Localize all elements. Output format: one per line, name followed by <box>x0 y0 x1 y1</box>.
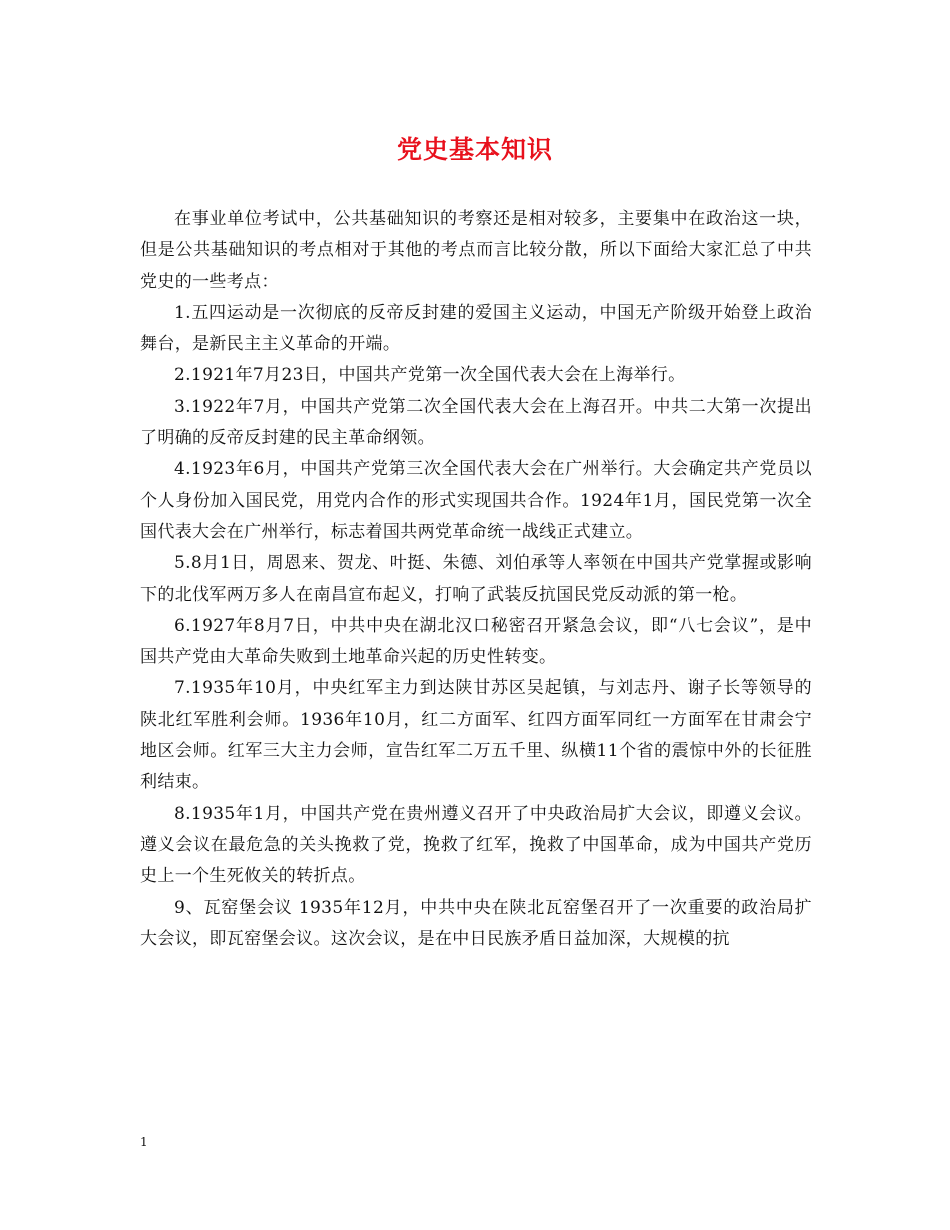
page-number: 1 <box>140 1135 148 1149</box>
point-3-paragraph: 3.1922年7月，中国共产党第二次全国代表大会在上海召开。中共二大第一次提出了明确的反帝反封建的民主革命纲领。 <box>140 396 812 449</box>
intro-paragraph: 在事业单位考试中，公共基础知识的考察还是相对较多，主要集中在政治这一块，但是公共基础知识的考点相对于其他的考点而言比较分散，所以下面给大家汇总了中共党史的一些考点： <box>140 209 812 292</box>
point-7-paragraph: 7.1935年10月，中央红军主力到达陕甘苏区吴起镇，与刘志丹、谢子长等领导的陕北红军胜利会师。1936年10月，红二方面军、红四方面军同红一方面军在甘肃会宁地区会师。红军三大主力会师，宣告红军二万五千里、纵横11个省的震惊中外的长征胜利结束。 <box>140 678 812 793</box>
document-title: 党史基本知识 <box>396 135 553 164</box>
document-body <box>140 204 812 955</box>
point-2-paragraph: 2.1921年7月23日，中国共产党第一次全国代表大会在上海举行。 <box>174 365 686 386</box>
point-5-paragraph: 5.8月1日，周恩来、贺龙、叶挺、朱德、刘伯承等人率领在中国共产党掌握或影响下的北伐军两万多人在南昌宣布起义，打响了武装反抗国民党反动派的第一枪。 <box>140 553 812 605</box>
point-8-paragraph: 8.1935年1月，中国共产党在贵州遵义召开了中央政治局扩大会议，即遵义会议。遵义会议在最危急的关头挽救了党，挽救了红军，挽救了中国革命，成为中国共产党历史上一个生死攸关的转折点。 <box>140 803 812 887</box>
point-6-paragraph: 6.1927年8月7日，中共中央在湖北汉口秘密召开紧急会议，即“八七会议”，是中国共产党由大革命失败到土地革命兴起的历史性转变。 <box>140 615 812 668</box>
point-9-paragraph: 9、瓦窑堡会议 1935年12月，中共中央在陕北瓦窑堡召开了一次重要的政治局扩大会议，即瓦窑堡会议。这次会议，是在中日民族矛盾日益加深，大规模的抗 <box>140 897 812 949</box>
point-1-paragraph: 1.五四运动是一次彻底的反帝反封建的爱国主义运动，中国无产阶级开始登上政治舞台，是新民主主义革命的开端。 <box>140 302 812 355</box>
point-4-paragraph: 4.1923年6月，中国共产党第三次全国代表大会在广州举行。大会确定共产党员以个人身份加入国民党，用党内合作的形式实现国共合作。1924年1月，国民党第一次全国代表大会在广州举行，标志着国共两党革命统一战线正式建立。 <box>140 459 812 542</box>
